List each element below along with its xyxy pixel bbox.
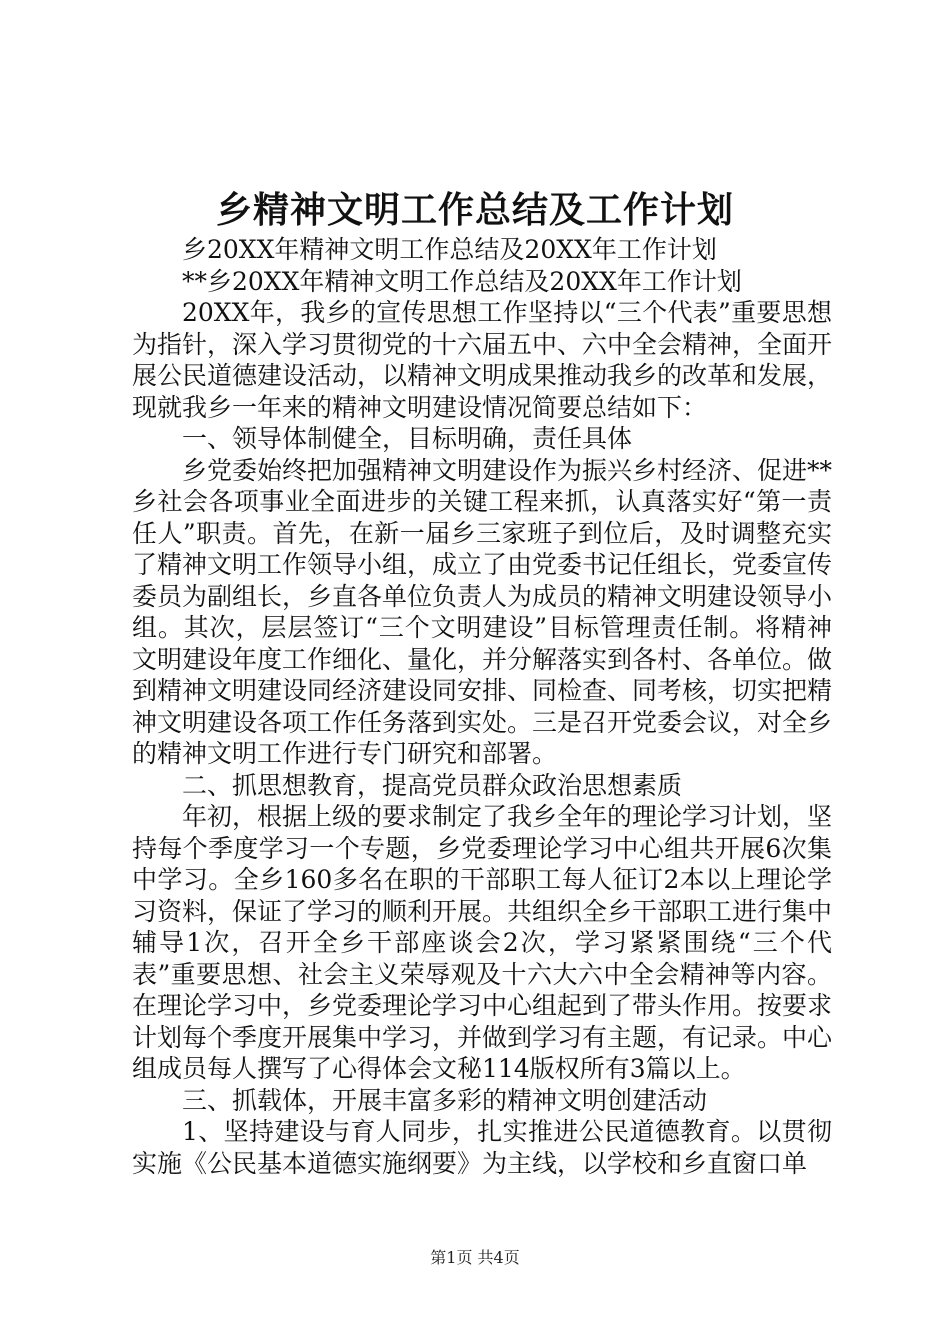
- body-paragraph: 乡党委始终把加强精神文明建设作为振兴乡村经济、促进**乡社会各项事业全面进步的关键工程来抓，认真落实好“第一责任人”职责。首先，在新一届乡三家班子到位后，及时调整充实了精神文明工作领导小组，成立了由党委书记任组长，党委宣传委员为副组长，乡直各单位负责人为成员的精神文明建设领导小组。其次，层层签订“三个文明建设”目标管理责任制。将精神文明建设年度工作细化、量化，并分解落实到各村、各单位。做到精神文明建设同经济建设同安排、同检查、同考核，切实把精神文明建设各项工作任务落到实处。三是召开党委会议，对全乡的精神文明工作进行专门研究和部署。: [132, 455, 833, 768]
- section-heading: 一、领导体制健全，目标明确，责任具体: [182, 424, 633, 453]
- document-body: [132, 234, 832, 1179]
- body-paragraph: 年初，根据上级的要求制定了我乡全年的理论学习计划，坚持每个季度学习一个专题，乡党委理论学习中心组共开展6次集中学习。全乡160多名在职的干部职工每人征订2本以上理论学习资料，保证了学习的顺利开展。共组织全乡干部职工进行集中辅导1次，召开全乡干部座谈会2次，学习紧紧围绕“三个代表”重要思想、社会主义荣辱观及十六大六中全会精神等内容。在理论学习中，乡党委理论学习中心组起到了带头作用。按要求计划每个季度开展集中学习，并做到学习有主题，有记录。中心组成员每人撰写了心得体会文秘114版权所有3篇以上。: [132, 802, 833, 1083]
- subtitle-line: **乡20XX年精神文明工作总结及20XX年工作计划: [182, 266, 742, 296]
- subtitle-line: 乡20XX年精神文明工作总结及20XX年工作计划: [182, 235, 717, 264]
- page-number-footer: 第1页 共4页: [430, 1248, 520, 1267]
- section-heading: 三、抓载体，开展丰富多彩的精神文明创建活动: [182, 1085, 708, 1115]
- body-paragraph: 20XX年，我乡的宣传思想工作坚持以“三个代表”重要思想为指针，深入学习贯彻党的十六届五中、六中全会精神，全面开展公民道德建设活动，以精神文明成果推动我乡的改革和发展，现就我乡一年来的精神文明建设情况简要总结如下：: [132, 298, 833, 422]
- section-heading: 二、抓思想教育，提高党员群众政治思想素质: [182, 770, 683, 800]
- body-paragraph: 1、坚持建设与育人同步，扎实推进公民道德教育。以贯彻实施《公民基本道德实施纲要》为主线，以学校和乡直窗口单: [132, 1117, 832, 1178]
- document-title: 乡精神文明工作总结及工作计划: [215, 189, 734, 231]
